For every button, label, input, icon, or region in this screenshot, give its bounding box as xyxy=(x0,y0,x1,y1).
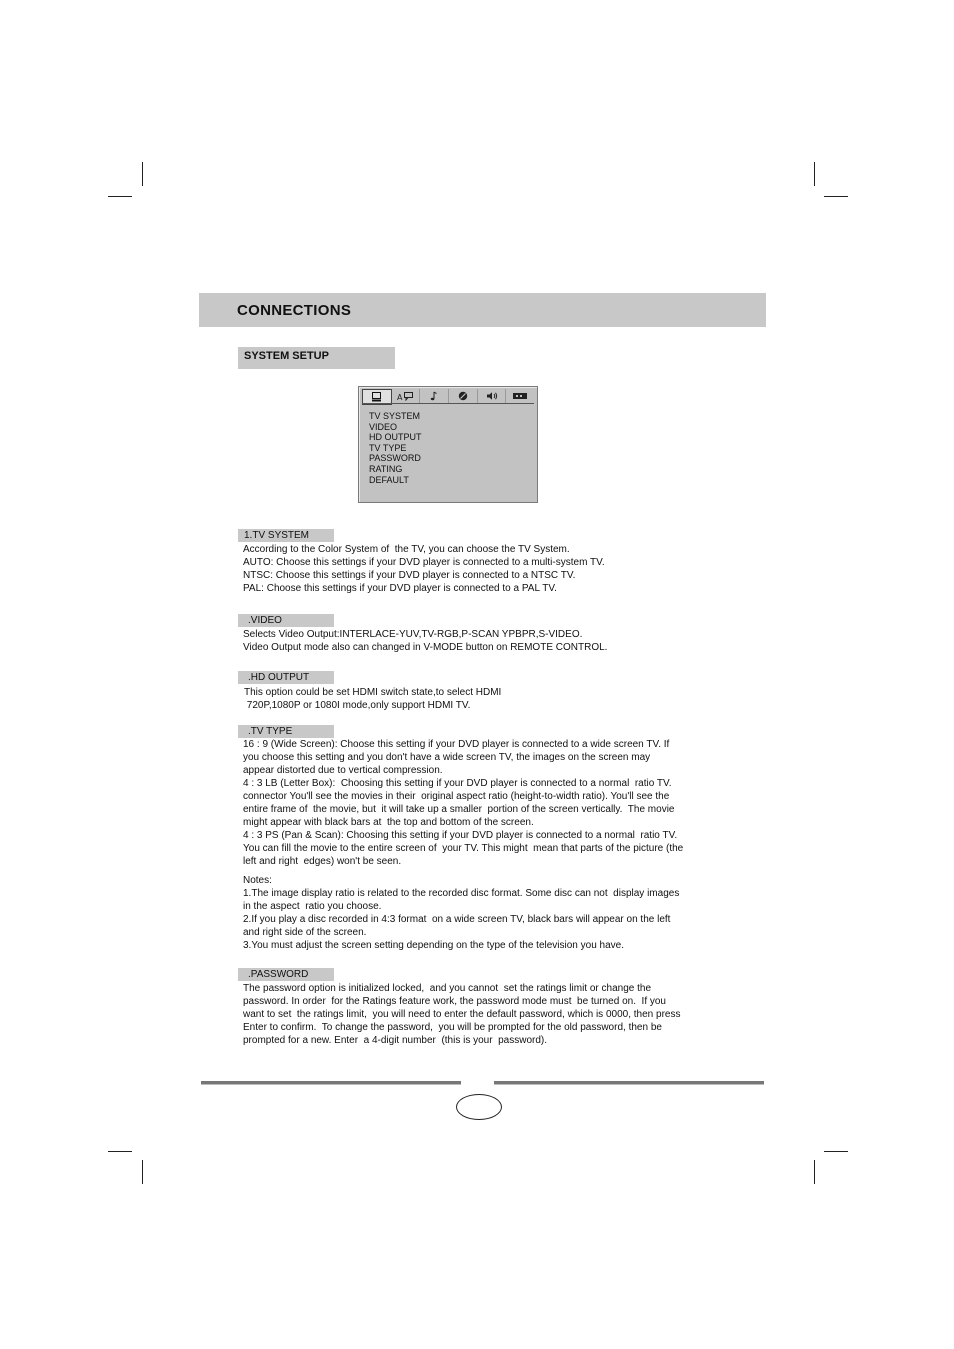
password-text: The password option is initialized locked, and you cannot set the ratings limit or change the password. In order for the Ratings feature work, the password mode must be turned on. If you want to set the ratings limit, you will need to enter the default password, which is 0000, then press Enter to confirm. To change the password, you will be prompted for the old password, then be prompted for a new. Enter a 4-digit number (this is your password). xyxy=(243,983,681,1046)
crop-mark xyxy=(142,162,143,186)
osd-tab-bar xyxy=(362,389,534,403)
hd-output-label: .HD OUTPUT xyxy=(238,671,334,684)
svg-text:A: A xyxy=(396,393,402,401)
osd-divider xyxy=(362,403,534,404)
notes-text: Notes: 1.The image display ratio is related to the recorded disc format. Some disc can not display images in the aspect ratio you choose. 2.If you play a disc recorded in 4:3 format on a wide screen TV, black bars will appear on the left and right side of the screen. 3.You must adjust the screen setting depending on the type of the television you have. xyxy=(243,875,680,951)
crop-mark xyxy=(108,1151,132,1152)
osd-setup-menu xyxy=(358,386,538,503)
tv-type-label: .TV TYPE xyxy=(238,725,334,738)
video-setup-icon xyxy=(449,389,478,403)
crop-mark xyxy=(824,1151,848,1152)
tv-system-label: 1.TV SYSTEM xyxy=(238,529,334,542)
osd-menu-item: HD OUTPUT xyxy=(369,432,422,443)
subsection-header xyxy=(238,347,395,369)
subsection-title: SYSTEM SETUP xyxy=(244,350,329,362)
osd-menu-item: RATING xyxy=(369,463,403,474)
crop-mark xyxy=(142,1160,143,1184)
page-number-oval xyxy=(456,1094,502,1120)
osd-menu-item: TV SYSTEM xyxy=(369,411,421,421)
hd-output-text: This option could be set HDMI switch state,to select HDMI 720P,1080P or 1080I mode,only support HDMI TV. xyxy=(244,687,502,711)
tv-system-text: According to the Color System of the TV, you can choose the TV System. AUTO: Choose this settings if your DVD player is connected to a multi-system TV. NTSC: Choose this settings if your DVD player is connected to a NTSC TV. PAL: Choose this settings if your DVD player is connected to a PAL TV. xyxy=(243,544,605,594)
digital-setup-icon xyxy=(506,389,534,403)
osd-menu-list xyxy=(369,411,422,485)
page-title: CONNECTIONS xyxy=(237,302,352,319)
section-header xyxy=(199,293,766,327)
footer-rule-left xyxy=(201,1081,461,1085)
crop-mark xyxy=(814,162,815,186)
osd-menu-item: PASSWORD xyxy=(369,453,421,464)
crop-mark xyxy=(814,1160,815,1184)
video-label: .VIDEO xyxy=(238,614,334,627)
footer-rule-right xyxy=(494,1081,764,1085)
crop-mark xyxy=(824,196,848,197)
speaker-setup-icon xyxy=(478,389,507,403)
audio-setup-icon xyxy=(420,389,449,403)
osd-menu-item: TV TYPE xyxy=(369,442,407,453)
video-text: Selects Video Output:INTERLACE-YUV,TV-RGB,P-SCAN YPBPR,S-VIDEO. Video Output mode also can changed in V-MODE button on REMOTE CONTROL. xyxy=(243,629,608,653)
tv-type-text: 16 : 9 (Wide Screen): Choose this setting if your DVD player is connected to a wide screen TV. If you choose this setting and you don't have a wide screen TV, the images on the screen may appear distorted due to vertical compression. 4 : 3 LB (Letter Box): Choosing this setting if your DVD player is connected to a normal ratio TV. connector You'll see the movies in their original aspect ratio (height-to-width ratio). You'll see the entire frame of the movie, but it will take up a smaller portion of the screen vertically. The movie might appear with black bars at the top and bottom of the screen. 4 : 3 PS (Pan & Scan): Choosing this setting if your DVD player is connected to a normal ratio TV. You can fill the movie to the entire screen of your TV. This might mean that parts of the picture (the left and right edges) won't be seen. xyxy=(243,739,684,867)
osd-menu-item: DEFAULT xyxy=(369,474,409,485)
crop-mark xyxy=(108,196,132,197)
password-label: .PASSWORD xyxy=(238,968,334,981)
language-setup-icon xyxy=(392,389,421,403)
osd-menu-item: VIDEO xyxy=(369,421,398,432)
